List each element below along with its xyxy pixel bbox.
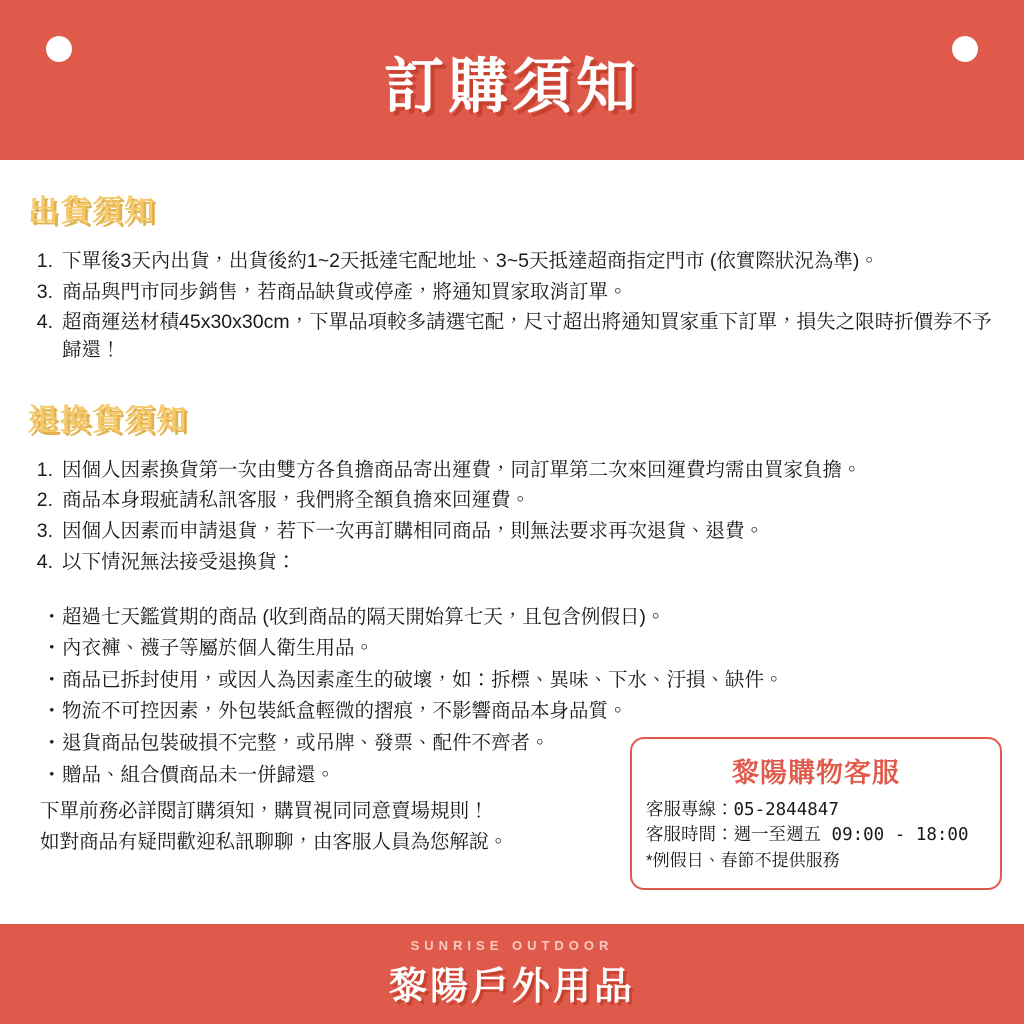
list-item-text: 因個人因素換貨第一次由雙方各負擔商品寄出運費，同訂單第二次來回運費均需由買家負擔。 bbox=[62, 458, 862, 481]
list-item-text: 商品與門市同步銷售，若商品缺貨或停產，將通知買家取消訂單。 bbox=[62, 280, 628, 303]
returns-section-title: 退換貨須知 bbox=[28, 403, 188, 437]
customer-service-title: 黎陽購物客服 bbox=[732, 757, 900, 788]
list-item bbox=[28, 518, 1002, 546]
list-item: ・ 內衣褲、襪子等屬於個人衛生用品。 bbox=[44, 634, 1002, 664]
footnote-line-1: 下單前務必詳閱訂購須知，購買視同同意賣場規則！ bbox=[40, 799, 489, 822]
list-item bbox=[28, 279, 1002, 307]
list-item bbox=[28, 457, 1002, 485]
list-item-text: 以下情況無法接受退換貨： bbox=[62, 550, 297, 573]
customer-service-box bbox=[630, 737, 1002, 890]
footnote bbox=[40, 796, 508, 858]
list-item-number: 1. bbox=[36, 458, 53, 481]
footer-subtitle: SUNRISE OUTDOOR bbox=[410, 938, 614, 953]
footnote-line-2: 如對商品有疑問歡迎私訊聊聊，由客服人員為您解說。 bbox=[40, 830, 509, 853]
list-item: ・ 贈品、組合價商品未一併歸還。 bbox=[44, 761, 1002, 791]
page-footer bbox=[0, 924, 1024, 1024]
list-item bbox=[28, 487, 1002, 515]
list-item-number: 4. bbox=[36, 550, 53, 573]
list-item-text: 因個人因素而申請退貨，若下一次再訂購相同商品，則無法要求再次退貨、退費。 bbox=[62, 520, 765, 543]
list-item-text: 商品本身瑕疵請私訊客服，我們將全額負擔來回運費。 bbox=[62, 489, 531, 512]
list-item-number: 3. bbox=[36, 520, 53, 543]
list-item: ・ 物流不可控因素，外包裝紙盒輕微的摺痕，不影響商品本身品質。 bbox=[44, 697, 1002, 727]
list-item: ・ 退貨商品包裝破損不完整，或吊牌、發票、配件不齊者。 bbox=[44, 729, 1002, 759]
list-item: ・ 超過七天鑑賞期的商品 (收到商品的隔天開始算七天，且包含例假日)。 bbox=[44, 603, 1002, 633]
page-header bbox=[0, 0, 1024, 160]
list-item bbox=[28, 309, 1002, 364]
customer-service-hours: 客服時間：週一至週五 09:00 - 18:00 bbox=[646, 824, 969, 845]
shipping-section-title: 出貨須知 bbox=[28, 195, 156, 228]
list-item-text: 超商運送材積45x30x30cm，下單品項較多請選宅配，尺寸超出將通知買家重下訂單，損失之限時折價券不予歸還！ bbox=[62, 311, 992, 362]
footer-brand-name: 黎陽戶外用品 bbox=[388, 966, 635, 1008]
punch-hole-left-icon bbox=[46, 36, 72, 62]
customer-service-note: *例假日、春節不提供服務 bbox=[646, 851, 840, 871]
returns-list bbox=[22, 457, 1002, 577]
list-item-number: 4. bbox=[36, 311, 53, 334]
list-item-number: 1. bbox=[36, 250, 53, 272]
punch-hole-right-icon bbox=[952, 36, 978, 62]
shipping-list bbox=[22, 248, 1002, 365]
list-item: ・ 商品已拆封使用，或因人為因素產生的破壞，如：拆標、異味、下水、汙損、缺件。 bbox=[44, 666, 1002, 696]
customer-service-hotline: 客服專線：05-2844847 bbox=[646, 799, 839, 820]
list-item-number: 2. bbox=[36, 489, 53, 512]
list-item bbox=[28, 549, 1002, 577]
page-body bbox=[0, 160, 1024, 924]
page-title: 訂購須知 bbox=[384, 53, 640, 120]
list-item-text: 下單後3天內出貨，出貨後約1~2天抵達宅配地址、3~5天抵達超商指定門市 (依實際狀況為準)。 bbox=[62, 250, 879, 272]
list-item-number: 3. bbox=[36, 280, 53, 303]
list-item bbox=[28, 248, 1002, 276]
